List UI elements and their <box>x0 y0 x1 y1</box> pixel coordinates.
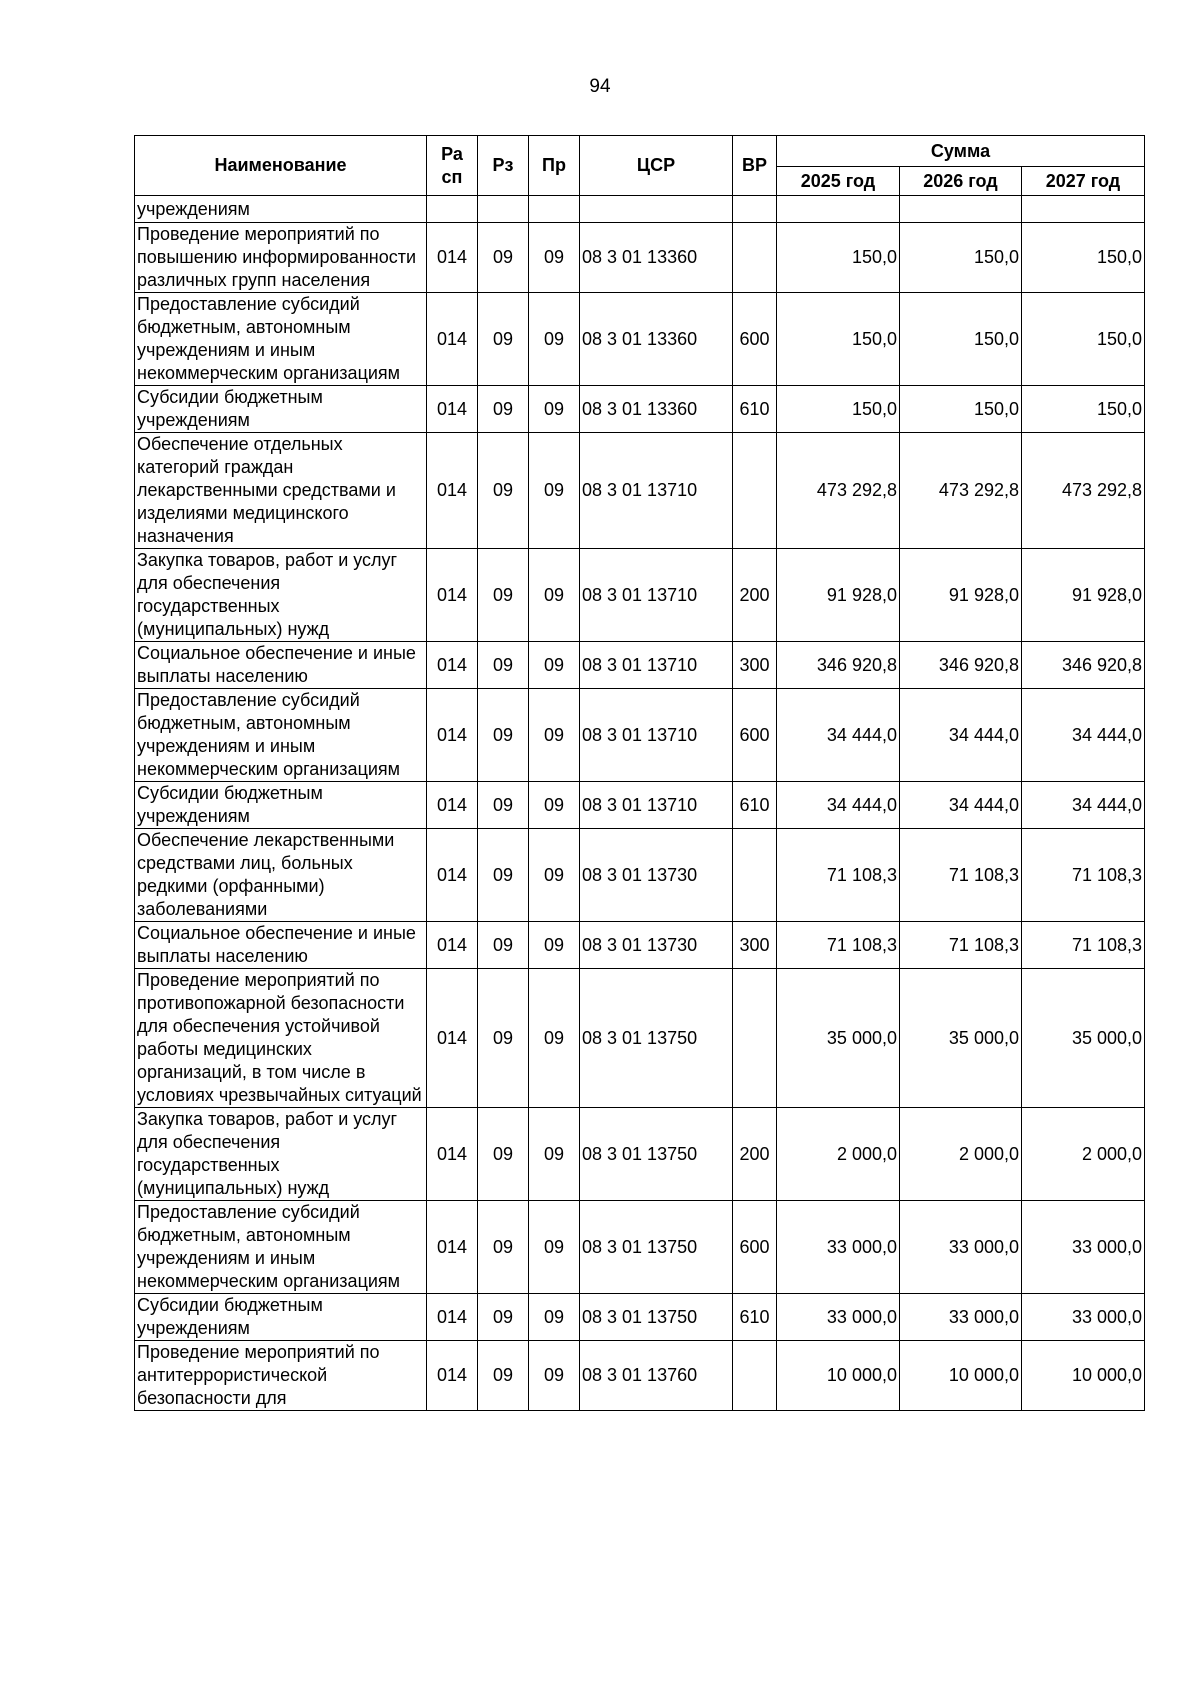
cell-y2026: 35 000,0 <box>900 969 1022 1108</box>
cell-pr: 09 <box>529 1341 580 1411</box>
cell-y2027: 346 920,8 <box>1022 642 1145 689</box>
cell-vr: 600 <box>733 689 777 782</box>
table-body <box>135 196 1145 1411</box>
cell-rz: 09 <box>478 642 529 689</box>
cell-name: Субсидии бюджетным учреждениям <box>135 1294 427 1341</box>
cell-y2025: 34 444,0 <box>777 782 900 829</box>
cell-rz: 09 <box>478 293 529 386</box>
cell-y2025: 473 292,8 <box>777 433 900 549</box>
cell-vr <box>733 433 777 549</box>
cell-rz: 09 <box>478 782 529 829</box>
header-name: Наименование <box>135 136 427 196</box>
cell-name: Обеспечение лекарственными средствами лиц, больных редкими (орфанными) заболеваниями <box>135 829 427 922</box>
cell-y2026: 346 920,8 <box>900 642 1022 689</box>
row-pr <box>529 196 580 223</box>
cell-y2027: 150,0 <box>1022 386 1145 433</box>
cell-rz: 09 <box>478 922 529 969</box>
cell-rasp: 014 <box>427 1108 478 1201</box>
cell-y2026: 150,0 <box>900 293 1022 386</box>
cell-name: Социальное обеспечение и иные выплаты населению <box>135 922 427 969</box>
table-row <box>135 549 1145 642</box>
cell-y2025: 33 000,0 <box>777 1294 900 1341</box>
cell-pr: 09 <box>529 782 580 829</box>
header-pr: Пр <box>529 136 580 196</box>
cell-rasp: 014 <box>427 1294 478 1341</box>
cell-csr: 08 3 01 13710 <box>580 782 733 829</box>
cell-pr: 09 <box>529 1294 580 1341</box>
cell-rz: 09 <box>478 829 529 922</box>
cell-y2026: 33 000,0 <box>900 1201 1022 1294</box>
cell-csr: 08 3 01 13730 <box>580 922 733 969</box>
row-2026 <box>900 196 1022 223</box>
cell-csr: 08 3 01 13710 <box>580 689 733 782</box>
header-rz: Рз <box>478 136 529 196</box>
cell-y2027: 33 000,0 <box>1022 1294 1145 1341</box>
cell-rz: 09 <box>478 1294 529 1341</box>
cell-y2025: 71 108,3 <box>777 829 900 922</box>
row-rasp <box>427 196 478 223</box>
header-sum: Сумма <box>777 136 1145 167</box>
cell-name: Обеспечение отдельных категорий граждан лекарственными средствами и изделиями медицинского назначения <box>135 433 427 549</box>
row-rz <box>478 196 529 223</box>
header-2026: 2026 год <box>900 167 1022 196</box>
cell-csr: 08 3 01 13710 <box>580 433 733 549</box>
page-number: 94 <box>589 76 611 97</box>
cell-vr: 200 <box>733 1108 777 1201</box>
cell-y2027: 150,0 <box>1022 293 1145 386</box>
cell-vr <box>733 223 777 293</box>
cell-rz: 09 <box>478 1341 529 1411</box>
cell-y2025: 35 000,0 <box>777 969 900 1108</box>
table-row <box>135 1294 1145 1341</box>
cell-csr: 08 3 01 13360 <box>580 293 733 386</box>
cell-y2027: 71 108,3 <box>1022 829 1145 922</box>
cell-y2026: 473 292,8 <box>900 433 1022 549</box>
row-2027 <box>1022 196 1145 223</box>
cell-pr: 09 <box>529 642 580 689</box>
cell-rz: 09 <box>478 223 529 293</box>
cell-name: Проведение мероприятий по повышению информированности различных групп населения <box>135 223 427 293</box>
header-csr: ЦСР <box>580 136 733 196</box>
cell-vr: 610 <box>733 386 777 433</box>
cell-csr: 08 3 01 13750 <box>580 969 733 1108</box>
cell-y2025: 2 000,0 <box>777 1108 900 1201</box>
cell-y2027: 34 444,0 <box>1022 689 1145 782</box>
cell-rz: 09 <box>478 549 529 642</box>
cell-pr: 09 <box>529 549 580 642</box>
table-row <box>135 689 1145 782</box>
row-csr <box>580 196 733 223</box>
cell-vr <box>733 969 777 1108</box>
cell-vr <box>733 829 777 922</box>
cell-rasp: 014 <box>427 549 478 642</box>
cell-y2025: 71 108,3 <box>777 922 900 969</box>
cell-csr: 08 3 01 13750 <box>580 1108 733 1201</box>
cell-y2027: 71 108,3 <box>1022 922 1145 969</box>
cell-name: Субсидии бюджетным учреждениям <box>135 782 427 829</box>
cell-y2026: 34 444,0 <box>900 782 1022 829</box>
cell-y2025: 150,0 <box>777 293 900 386</box>
header-2025: 2025 год <box>777 167 900 196</box>
cell-y2026: 71 108,3 <box>900 922 1022 969</box>
cell-y2025: 33 000,0 <box>777 1201 900 1294</box>
cell-rasp: 014 <box>427 1201 478 1294</box>
cell-name: Предоставление субсидий бюджетным, автономным учреждениям и иным некоммерческим организациям <box>135 1201 427 1294</box>
cell-rasp: 014 <box>427 969 478 1108</box>
cell-vr <box>733 1341 777 1411</box>
cell-y2027: 2 000,0 <box>1022 1108 1145 1201</box>
cell-vr: 610 <box>733 1294 777 1341</box>
table-row <box>135 1201 1145 1294</box>
cell-rasp: 014 <box>427 433 478 549</box>
cell-pr: 09 <box>529 829 580 922</box>
cell-csr: 08 3 01 13750 <box>580 1201 733 1294</box>
cell-vr: 600 <box>733 1201 777 1294</box>
cell-y2026: 150,0 <box>900 223 1022 293</box>
cell-csr: 08 3 01 13360 <box>580 386 733 433</box>
cell-name: Социальное обеспечение и иные выплаты населению <box>135 642 427 689</box>
header-vr: ВР <box>733 136 777 196</box>
cell-rz: 09 <box>478 969 529 1108</box>
cell-csr: 08 3 01 13760 <box>580 1341 733 1411</box>
cell-y2025: 150,0 <box>777 223 900 293</box>
cell-vr: 300 <box>733 642 777 689</box>
cell-y2027: 10 000,0 <box>1022 1341 1145 1411</box>
cell-y2027: 150,0 <box>1022 223 1145 293</box>
cell-csr: 08 3 01 13730 <box>580 829 733 922</box>
cell-rasp: 014 <box>427 386 478 433</box>
table-header <box>135 136 1145 196</box>
cell-y2026: 2 000,0 <box>900 1108 1022 1201</box>
cell-y2025: 34 444,0 <box>777 689 900 782</box>
cell-csr: 08 3 01 13710 <box>580 642 733 689</box>
cell-y2026: 150,0 <box>900 386 1022 433</box>
cell-csr: 08 3 01 13360 <box>580 223 733 293</box>
cell-pr: 09 <box>529 1201 580 1294</box>
table-row <box>135 1341 1145 1411</box>
cell-y2026: 34 444,0 <box>900 689 1022 782</box>
cell-y2025: 10 000,0 <box>777 1341 900 1411</box>
cell-y2027: 91 928,0 <box>1022 549 1145 642</box>
cell-name: Предоставление субсидий бюджетным, автономным учреждениям и иным некоммерческим организациям <box>135 293 427 386</box>
table-row <box>135 969 1145 1108</box>
cell-csr: 08 3 01 13750 <box>580 1294 733 1341</box>
row-2025 <box>777 196 900 223</box>
cell-pr: 09 <box>529 969 580 1108</box>
cell-vr: 610 <box>733 782 777 829</box>
cell-rasp: 014 <box>427 642 478 689</box>
header-rasp: Ра сп <box>427 136 478 196</box>
cell-pr: 09 <box>529 293 580 386</box>
table-row <box>135 386 1145 433</box>
cell-y2026: 91 928,0 <box>900 549 1022 642</box>
cell-pr: 09 <box>529 386 580 433</box>
header-2027: 2027 год <box>1022 167 1145 196</box>
cell-y2027: 34 444,0 <box>1022 782 1145 829</box>
cell-rz: 09 <box>478 1108 529 1201</box>
cell-name: Проведение мероприятий по противопожарной безопасности для обеспечения устойчивой работы медицинских организаций, в том числе в условиях чрезвычайных ситуаций <box>135 969 427 1108</box>
cell-name: Субсидии бюджетным учреждениям <box>135 386 427 433</box>
table-row <box>135 1108 1145 1201</box>
cell-vr: 200 <box>733 549 777 642</box>
cell-pr: 09 <box>529 922 580 969</box>
cell-name: Предоставление субсидий бюджетным, автономным учреждениям и иным некоммерческим организациям <box>135 689 427 782</box>
cell-pr: 09 <box>529 1108 580 1201</box>
row-vr <box>733 196 777 223</box>
cell-rasp: 014 <box>427 689 478 782</box>
cell-pr: 09 <box>529 433 580 549</box>
cell-y2025: 346 920,8 <box>777 642 900 689</box>
table-row <box>135 223 1145 293</box>
cell-pr: 09 <box>529 689 580 782</box>
cell-rasp: 014 <box>427 223 478 293</box>
cell-csr: 08 3 01 13710 <box>580 549 733 642</box>
cell-y2027: 35 000,0 <box>1022 969 1145 1108</box>
cell-pr: 09 <box>529 223 580 293</box>
cell-name: Закупка товаров, работ и услуг для обеспечения государственных (муниципальных) нужд <box>135 1108 427 1201</box>
table-row <box>135 782 1145 829</box>
table-row <box>135 829 1145 922</box>
cell-rasp: 014 <box>427 293 478 386</box>
cell-y2026: 10 000,0 <box>900 1341 1022 1411</box>
cell-rz: 09 <box>478 689 529 782</box>
cell-rasp: 014 <box>427 829 478 922</box>
cell-name: Проведение мероприятий по антитеррористической безопасности для <box>135 1341 427 1411</box>
row-name: учреждениям <box>135 196 427 223</box>
cell-y2025: 150,0 <box>777 386 900 433</box>
cell-vr: 600 <box>733 293 777 386</box>
table-row <box>135 642 1145 689</box>
cell-rasp: 014 <box>427 922 478 969</box>
cell-y2025: 91 928,0 <box>777 549 900 642</box>
table-row <box>135 433 1145 549</box>
cell-vr: 300 <box>733 922 777 969</box>
table-row <box>135 922 1145 969</box>
cell-rasp: 014 <box>427 782 478 829</box>
cell-rz: 09 <box>478 433 529 549</box>
cell-y2026: 71 108,3 <box>900 829 1022 922</box>
cell-y2026: 33 000,0 <box>900 1294 1022 1341</box>
cell-rz: 09 <box>478 386 529 433</box>
table-row <box>135 293 1145 386</box>
continuation-row <box>135 196 1145 223</box>
cell-y2027: 473 292,8 <box>1022 433 1145 549</box>
cell-name: Закупка товаров, работ и услуг для обеспечения государственных (муниципальных) нужд <box>135 549 427 642</box>
cell-rasp: 014 <box>427 1341 478 1411</box>
cell-y2027: 33 000,0 <box>1022 1201 1145 1294</box>
budget-table <box>134 135 1145 1411</box>
cell-rz: 09 <box>478 1201 529 1294</box>
